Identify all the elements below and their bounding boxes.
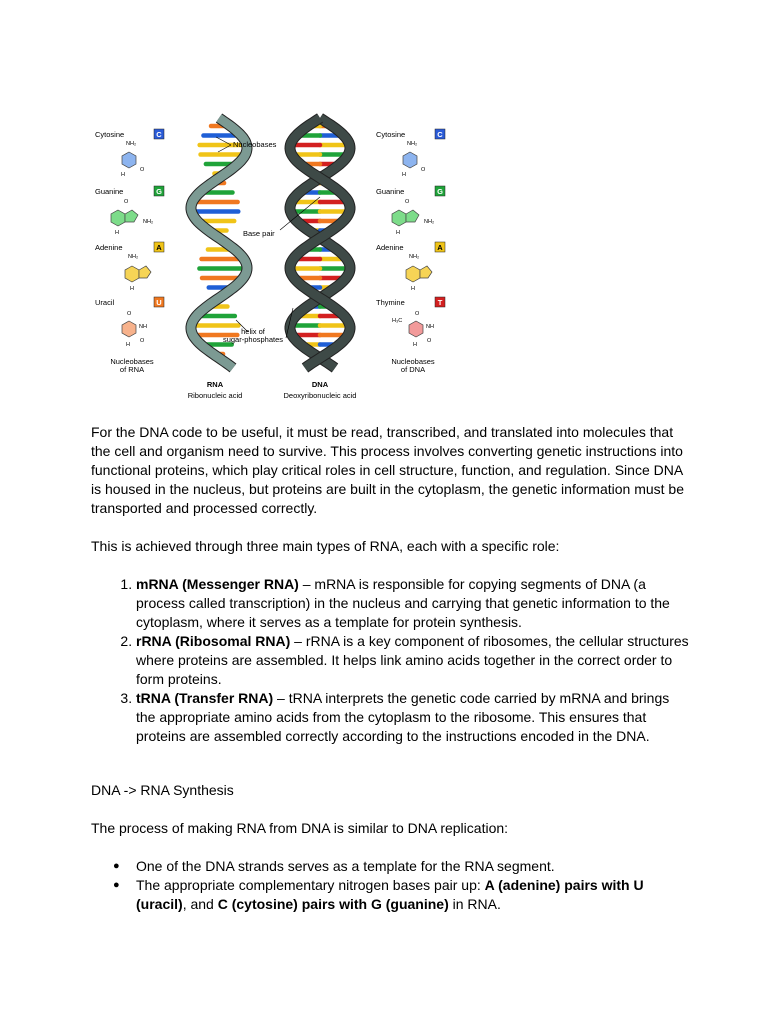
term-trna: tRNA (Transfer RNA) <box>136 690 274 706</box>
right-legend-caption-2: of DNA <box>400 365 426 374</box>
left-base-letter-1: G <box>156 187 162 196</box>
synthesis-list <box>91 857 691 914</box>
left-legend-caption-1: Nucleobases <box>110 357 154 366</box>
uracil-molecule-left <box>122 321 136 337</box>
svg-text:H: H <box>126 342 130 348</box>
rna-types-intro: This is achieved through three main types of RNA, each with a specific role: <box>91 538 560 554</box>
helix-callout-line2: sugar-phosphates <box>222 335 284 344</box>
left-base-legend <box>95 129 164 374</box>
rna-subtitle: Ribonucleic acid <box>187 391 243 400</box>
svg-text:NH: NH <box>426 324 434 330</box>
desc-rrna: – rRNA is a key component of ribosomes, the cellular structures where proteins are assembled. It helps link amino acids together in the correct order to form proteins. <box>136 633 689 687</box>
right-base-legend <box>376 129 445 374</box>
right-base-letter-0: C <box>437 130 443 139</box>
guanine-molecule-right <box>392 210 419 226</box>
svg-text:O: O <box>127 311 132 317</box>
svg-text:H: H <box>121 172 125 178</box>
svg-text:O: O <box>415 311 420 317</box>
document-body <box>91 423 691 914</box>
svg-text:NH₂: NH₂ <box>409 254 420 260</box>
right-base-letter-3: T <box>437 298 443 307</box>
dna-title: DNA <box>311 380 329 389</box>
svg-text:H₃C: H₃C <box>392 318 403 324</box>
right-base-name-1: Guanine <box>376 187 405 196</box>
svg-text:H: H <box>413 342 417 348</box>
svg-text:NH₂: NH₂ <box>128 254 139 260</box>
svg-text:NH₂: NH₂ <box>126 141 137 147</box>
right-legend-caption-1: Nucleobases <box>391 357 435 366</box>
svg-text:O: O <box>405 199 410 205</box>
left-base-name-1: Guanine <box>95 187 124 196</box>
svg-text:NH: NH <box>139 324 147 330</box>
rna-dna-diagram <box>88 110 458 410</box>
left-base-letter-3: U <box>156 298 162 307</box>
section-heading: DNA -> RNA Synthesis <box>91 782 234 798</box>
base-pair-callout: Base pair <box>243 229 275 238</box>
svg-text:H: H <box>115 230 119 236</box>
cytosine-molecule-left <box>122 152 136 168</box>
left-base-letter-2: A <box>156 243 162 252</box>
right-base-name-3: Thymine <box>376 298 405 307</box>
svg-text:NH₂: NH₂ <box>143 219 154 225</box>
desc-trna: – tRNA interprets the genetic code carried by mRNA and brings the appropriate amino acids from the cytoplasm to the ribosome. This ensures that proteins are assembled correctly according to the instructions encoded in the DNA. <box>136 690 670 744</box>
desc-mrna: – mRNA is responsible for copying segments of DNA (a process called transcription) in the nucleus and carrying that genetic information to the cytoplasm, where it serves as a template for protein synthesis. <box>136 576 670 630</box>
list-item-rrna <box>136 632 691 689</box>
left-base-name-0: Cytosine <box>95 130 125 139</box>
svg-text:H: H <box>130 286 134 292</box>
nucleobases-callout: Nucleobases <box>233 140 277 149</box>
right-base-name-2: Adenine <box>376 243 404 252</box>
svg-text:O: O <box>427 338 432 344</box>
intro-paragraph: For the DNA code to be useful, it must be read, transcribed, and translated into molecules that the cell and organism need to survive. This process involves converting genetic instructions into functional proteins, which play critical roles in cell structure, function, and regulation. Since DNA is housed in the nucleus, but proteins are built in the cytoplasm, the genetic information must be transported and processed correctly. <box>91 424 685 516</box>
svg-text:H: H <box>402 172 406 178</box>
list-item-pairing: ● The appropriate complementary nitrogen bases pair up: A (adenine) pairs with U (uracil), and C (cytosine) pairs with G (guanine) in RNA. <box>136 876 691 914</box>
term-mrna: mRNA (Messenger RNA) <box>136 576 299 592</box>
cytosine-molecule-right <box>403 152 417 168</box>
svg-text:NH₂: NH₂ <box>407 141 418 147</box>
adenine-molecule-right <box>406 266 432 282</box>
rna-title: RNA <box>206 380 224 389</box>
svg-text:H: H <box>411 286 415 292</box>
adenine-molecule-left <box>125 266 151 282</box>
svg-text:O: O <box>421 167 426 173</box>
right-base-letter-1: G <box>437 187 443 196</box>
left-base-name-2: Adenine <box>95 243 123 252</box>
helix-callout-line1: helix of <box>241 327 265 336</box>
svg-text:H: H <box>396 230 400 236</box>
thymine-molecule-right <box>409 321 423 337</box>
left-base-letter-0: C <box>156 130 162 139</box>
term-rrna: rRNA (Ribosomal RNA) <box>136 633 291 649</box>
svg-text:O: O <box>124 199 129 205</box>
svg-text:O: O <box>140 338 145 344</box>
dna-subtitle: Deoxyribonucleic acid <box>283 391 357 400</box>
rna-types-list <box>91 575 691 746</box>
right-base-letter-2: A <box>437 243 443 252</box>
guanine-molecule-left <box>111 210 138 226</box>
left-legend-caption-2: of RNA <box>119 365 145 374</box>
list-item-template: ● One of the DNA strands serves as a template for the RNA segment. <box>136 857 691 876</box>
list-item-mrna <box>136 575 691 632</box>
svg-text:NH₂: NH₂ <box>424 219 435 225</box>
right-base-name-0: Cytosine <box>376 130 406 139</box>
synthesis-intro: The process of making RNA from DNA is similar to DNA replication: <box>91 820 509 836</box>
list-item-trna <box>136 689 691 746</box>
left-base-name-3: Uracil <box>95 298 115 307</box>
svg-text:O: O <box>140 167 145 173</box>
